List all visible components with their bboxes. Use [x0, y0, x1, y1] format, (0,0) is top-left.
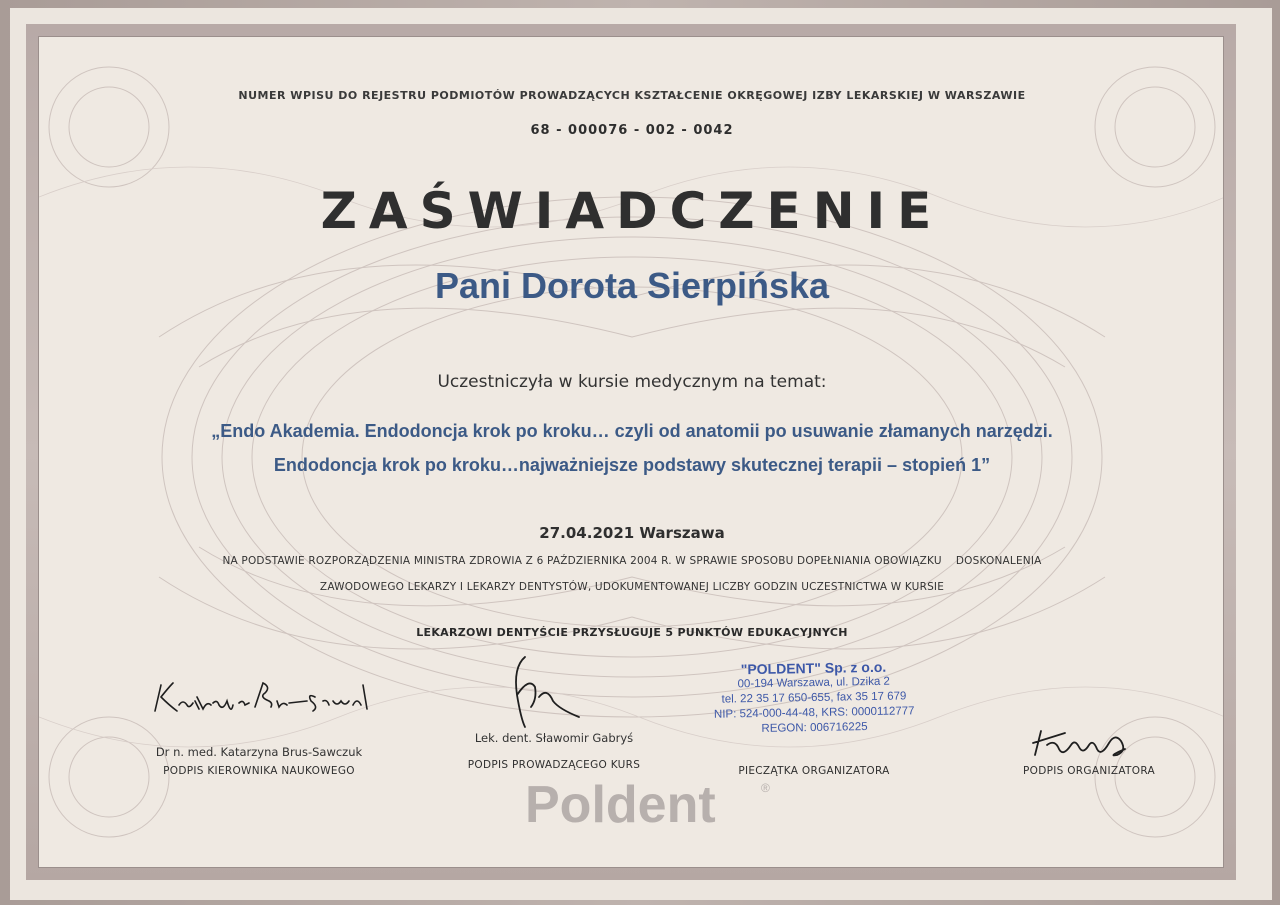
signature-organizer: [1029, 723, 1139, 763]
lecturer-caption: PODPIS PROWADZĄCEGO KURS: [467, 759, 641, 771]
logo-registered-mark: ®: [761, 781, 770, 795]
signature-lecturer: [495, 647, 585, 737]
signature-scientific-director: [147, 675, 377, 721]
stamp-phone: tel. 22 35 17 650-655, fax 35 17 679: [721, 690, 907, 706]
legal-basis-line-1: NA PODSTAWIE ROZPORZĄDZENIA MINISTRA ZDROWIA Z 6 PAŹDZIERNIKA 2004 R. W SPRAWIE SPOSOBU DOPEŁNIANIA OBOWIĄZKU DOSKONALENIA: [222, 555, 1042, 567]
stamp-ids: NIP: 524-000-44-48, KRS: 0000112777: [713, 705, 915, 721]
registry-header: NUMER WPISU DO REJESTRU PODMIOTÓW PROWADZĄCYCH KSZTAŁCENIE OKRĘGOWEJ IZBY LEKARSKIEJ W WARSZAWIE: [238, 89, 1026, 102]
certificate-body: [38, 36, 1224, 868]
registry-number: 68 - 000076 - 002 - 0042: [530, 123, 734, 138]
scientific-director-block: [109, 745, 409, 777]
stamp-caption: PIECZĄTKA ORGANIZATORA: [738, 765, 890, 777]
logo-text: Poldent: [525, 776, 716, 832]
organizer-caption: PODPIS ORGANIZATORA: [1023, 765, 1155, 777]
legal-basis-line-2: ZAWODOWEGO LEKARZY I LEKARZY DENTYSTÓW, UDOKUMENTOWANEJ LICZBY GODZIN UCZESTNICTWA W KURSIE: [319, 581, 945, 593]
recipient-name: Pani Dorota Sierpińska: [434, 265, 830, 306]
course-title-line-2: Endodoncja krok po kroku…najważniejsze podstawy skutecznej terapii – stopień 1”: [273, 455, 991, 475]
date-place: 27.04.2021 Warszawa: [539, 524, 725, 542]
organizer-block: [989, 765, 1189, 777]
education-points: LEKARZOWI DENTYŚCIE PRZYSŁUGUJE 5 PUNKTÓW EDUKACYJNYCH: [416, 626, 848, 639]
stamp-regon: REGON: 006716225: [761, 721, 868, 735]
course-title-line-1: „Endo Akademia. Endodoncja krok po kroku… czyli od anatomii po usuwanie złamanych narzędzi.: [211, 421, 1053, 441]
lecturer-block: [419, 731, 689, 771]
organizer-stamp: [703, 659, 924, 738]
certificate-content: [39, 37, 1224, 868]
stamp-address: 00-194 Warszawa, ul. Dzika 2: [737, 675, 890, 691]
course-intro: Uczestniczyła w kursie medycznym na temat:: [437, 372, 827, 392]
document-title: ZAŚWIADCZENIE: [320, 182, 944, 240]
scientific-director-caption: PODPIS KIEROWNIKA NAUKOWEGO: [163, 765, 355, 777]
lecturer-name: Lek. dent. Sławomir Gabryś: [474, 731, 634, 745]
scientific-director-name: Dr n. med. Katarzyna Brus-Sawczuk: [155, 745, 363, 759]
stamp-company: "POLDENT" Sp. z o.o.: [740, 658, 887, 678]
poldent-logo: [523, 772, 783, 832]
